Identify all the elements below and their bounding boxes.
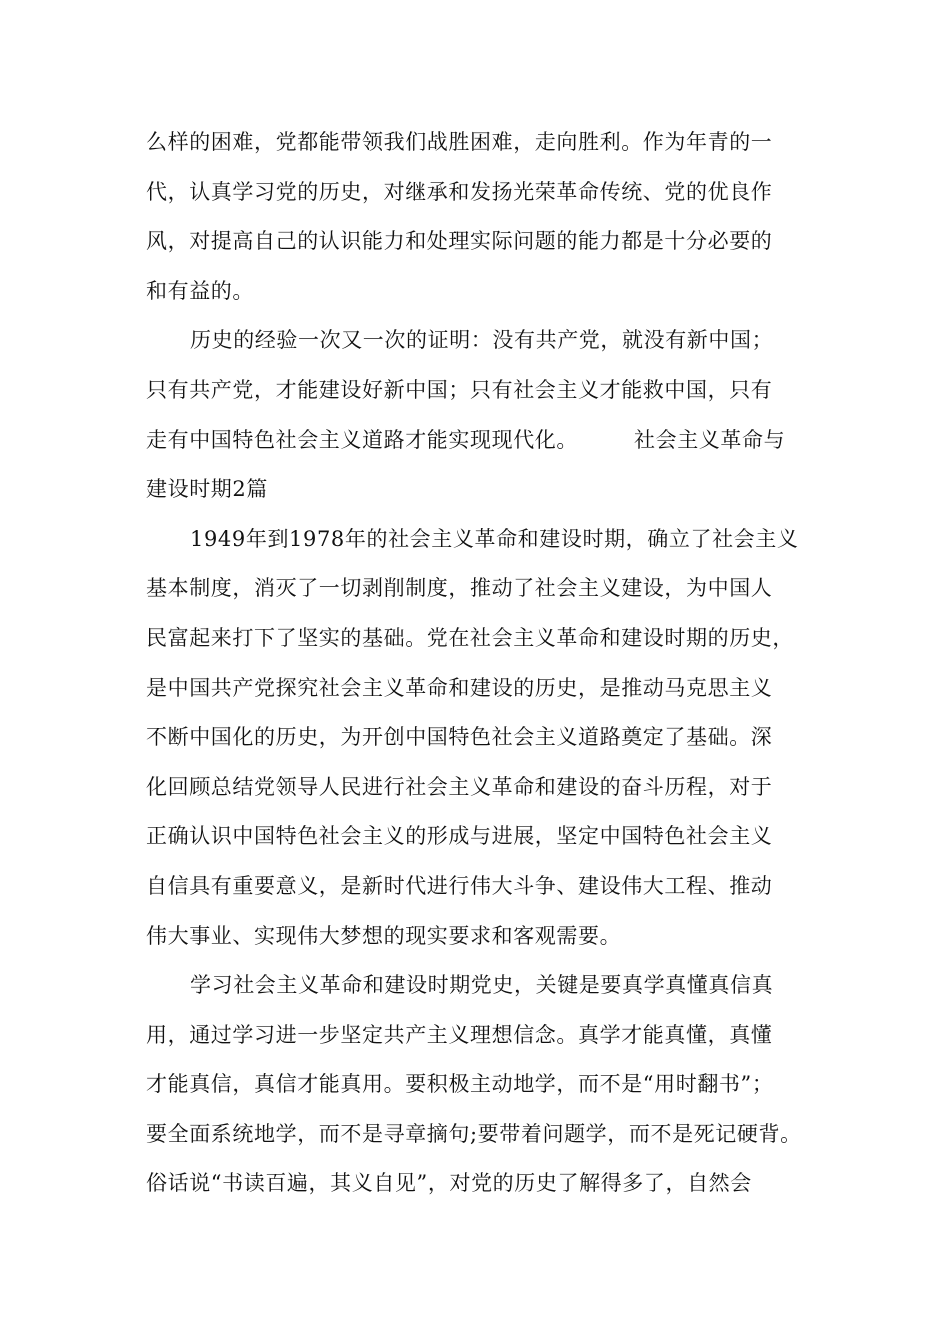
text-line-with-heading [146,426,806,476]
text-line: 伟大事业、实现伟大梦想的现实要求和客观需要。 [146,923,622,948]
text-line: 正确认识中国特色社会主义的形成与进展，坚定中国特色社会主义 [146,824,773,849]
text-line: 1949年到1978年的社会主义革命和建设时期，确立了社会主义 [190,526,799,551]
text-line: 用，通过学习进一步坚定共产主义理想信念。真学才能真懂，真懂 [146,1022,773,1047]
text-line: 代，认真学习党的历史，对继承和发扬光荣革命传统、党的优良作 [146,179,773,204]
text-line: 走有中国特色社会主义道路才能实现现代化。 [146,427,578,452]
text-line: 化回顾总结党领导人民进行社会主义革命和建设的奋斗历程，对于 [146,774,773,799]
text-line: 自信具有重要意义，是新时代进行伟大斗争、建设伟大工程、推动 [146,873,773,898]
text-line: 要全面系统地学，而不是寻章摘句;要带着问题学，而不是死记硬背。 [146,1121,802,1146]
section-heading-part-a: 社会主义革命与 [634,427,786,452]
text-line: 俗话说“书读百遍，其义自见”，对党的历史了解得多了，自然会 [146,1171,752,1196]
text-line: 学习社会主义革命和建设时期党史，关键是要真学真懂真信真 [190,973,774,998]
text-line: 才能真信，真信才能真用。要积极主动地学，而不是“用时翻书”； [146,1072,774,1097]
text-line: 和有益的。 [146,278,254,303]
text-line: 只有共产党，才能建设好新中国；只有社会主义才能救中国，只有 [146,377,773,402]
text-line: 历史的经验一次又一次的证明：没有共产党，就没有新中国； [190,328,774,353]
section-heading-part-b: 建设时期2篇 [146,477,268,502]
document-body [146,128,806,1219]
text-line: 是中国共产党探究社会主义革命和建设的历史，是推动马克思主义 [146,675,773,700]
text-line: 民富起来打下了坚实的基础。党在社会主义革命和建设时期的历史， [146,625,794,650]
text-line: 风，对提高自己的认识能力和处理实际问题的能力都是十分必要的 [146,229,773,254]
text-line: 不断中国化的历史，为开创中国特色社会主义道路奠定了基础。深 [146,725,773,750]
text-line: 么样的困难，党都能带领我们战胜困难，走向胜利。作为年青的一 [146,130,773,154]
text-line: 基本制度，消灭了一切剥削制度，推动了社会主义建设，为中国人 [146,576,773,601]
